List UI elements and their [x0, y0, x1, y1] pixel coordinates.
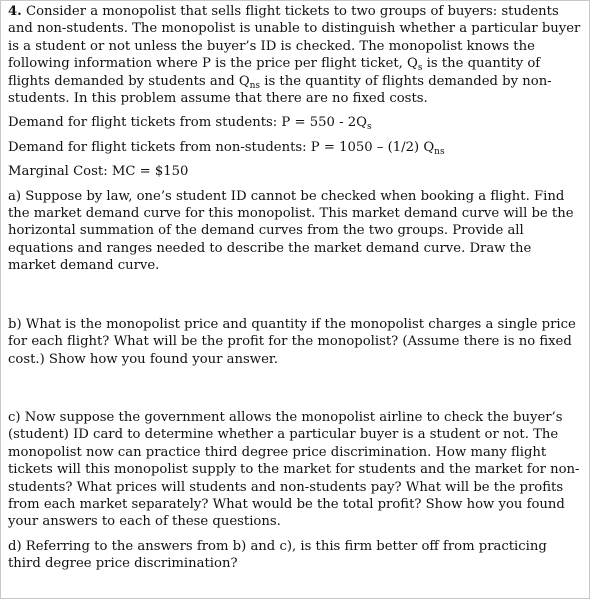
question-number: 4. — [8, 4, 22, 19]
intro-text-1: Consider a monopolist that sells flight tickets to two groups of buyers: students and non-students. The monopolist is unable to distinguish whether a particular buyer is a student or not unless the buyer’s ID is checked. The monopolist knows the following information where P is the price per flight ticket, Q — [8, 4, 581, 72]
part-d-question: d) Referring to the answers from b) and c), is this firm better off from practicing third degree price discrimination? — [8, 538, 547, 572]
nonstudent-demand-equation — [8, 139, 583, 156]
student-demand-equation — [8, 114, 583, 131]
intro-text-3: is the quantity of flights demanded by non-students. In this problem assume that there are no fixed costs. — [8, 73, 552, 107]
student-demand-subscript: s — [366, 122, 372, 133]
part-a-question: a) Suppose by law, one’s student ID cannot be checked when booking a flight. Find the market demand curve for this monopolist. This market demand curve will be the horizontal summation of the demand curves from the two groups. Provide all equations and ranges needed to describe the market demand curve. Draw the market demand curve. — [8, 188, 574, 274]
intro-text-2: is the quantity of flights demanded by students and Q — [8, 56, 541, 89]
intro-subscript-ns: ns — [249, 80, 261, 91]
part-b-question: b) What is the monopolist price and quantity if the monopolist charges a single price for each flight? What will be the profit for the monopolist? (Assume there is no fixed cost.) Show how you found your answer. — [8, 316, 576, 367]
marginal-cost-equation: Marginal Cost: MC = $150 — [8, 164, 189, 180]
part-c-question: c) Now suppose the government allows the monopolist airline to check the buyer’s (student) ID card to determine whether a particular buyer is a student or not. The monopolist now can practice third degree price discrimination. How many flight tickets will this monopolist supply to the market for students and the market for non-students? What prices will students and non-students pay? What will be the profits from each market separately? What would be the total profit? Show how you found your answers to each of these questions. — [8, 409, 580, 530]
question-intro — [8, 3, 583, 107]
nonstudent-demand-subscript: ns — [434, 146, 445, 157]
student-demand-text: Demand for flight tickets from students: P = 550 - 2Q — [8, 115, 367, 131]
nonstudent-demand-text: Demand for flight tickets from non-students: P = 1050 – (1/2) Q — [8, 139, 435, 155]
intro-subscript-s: s — [417, 63, 423, 74]
